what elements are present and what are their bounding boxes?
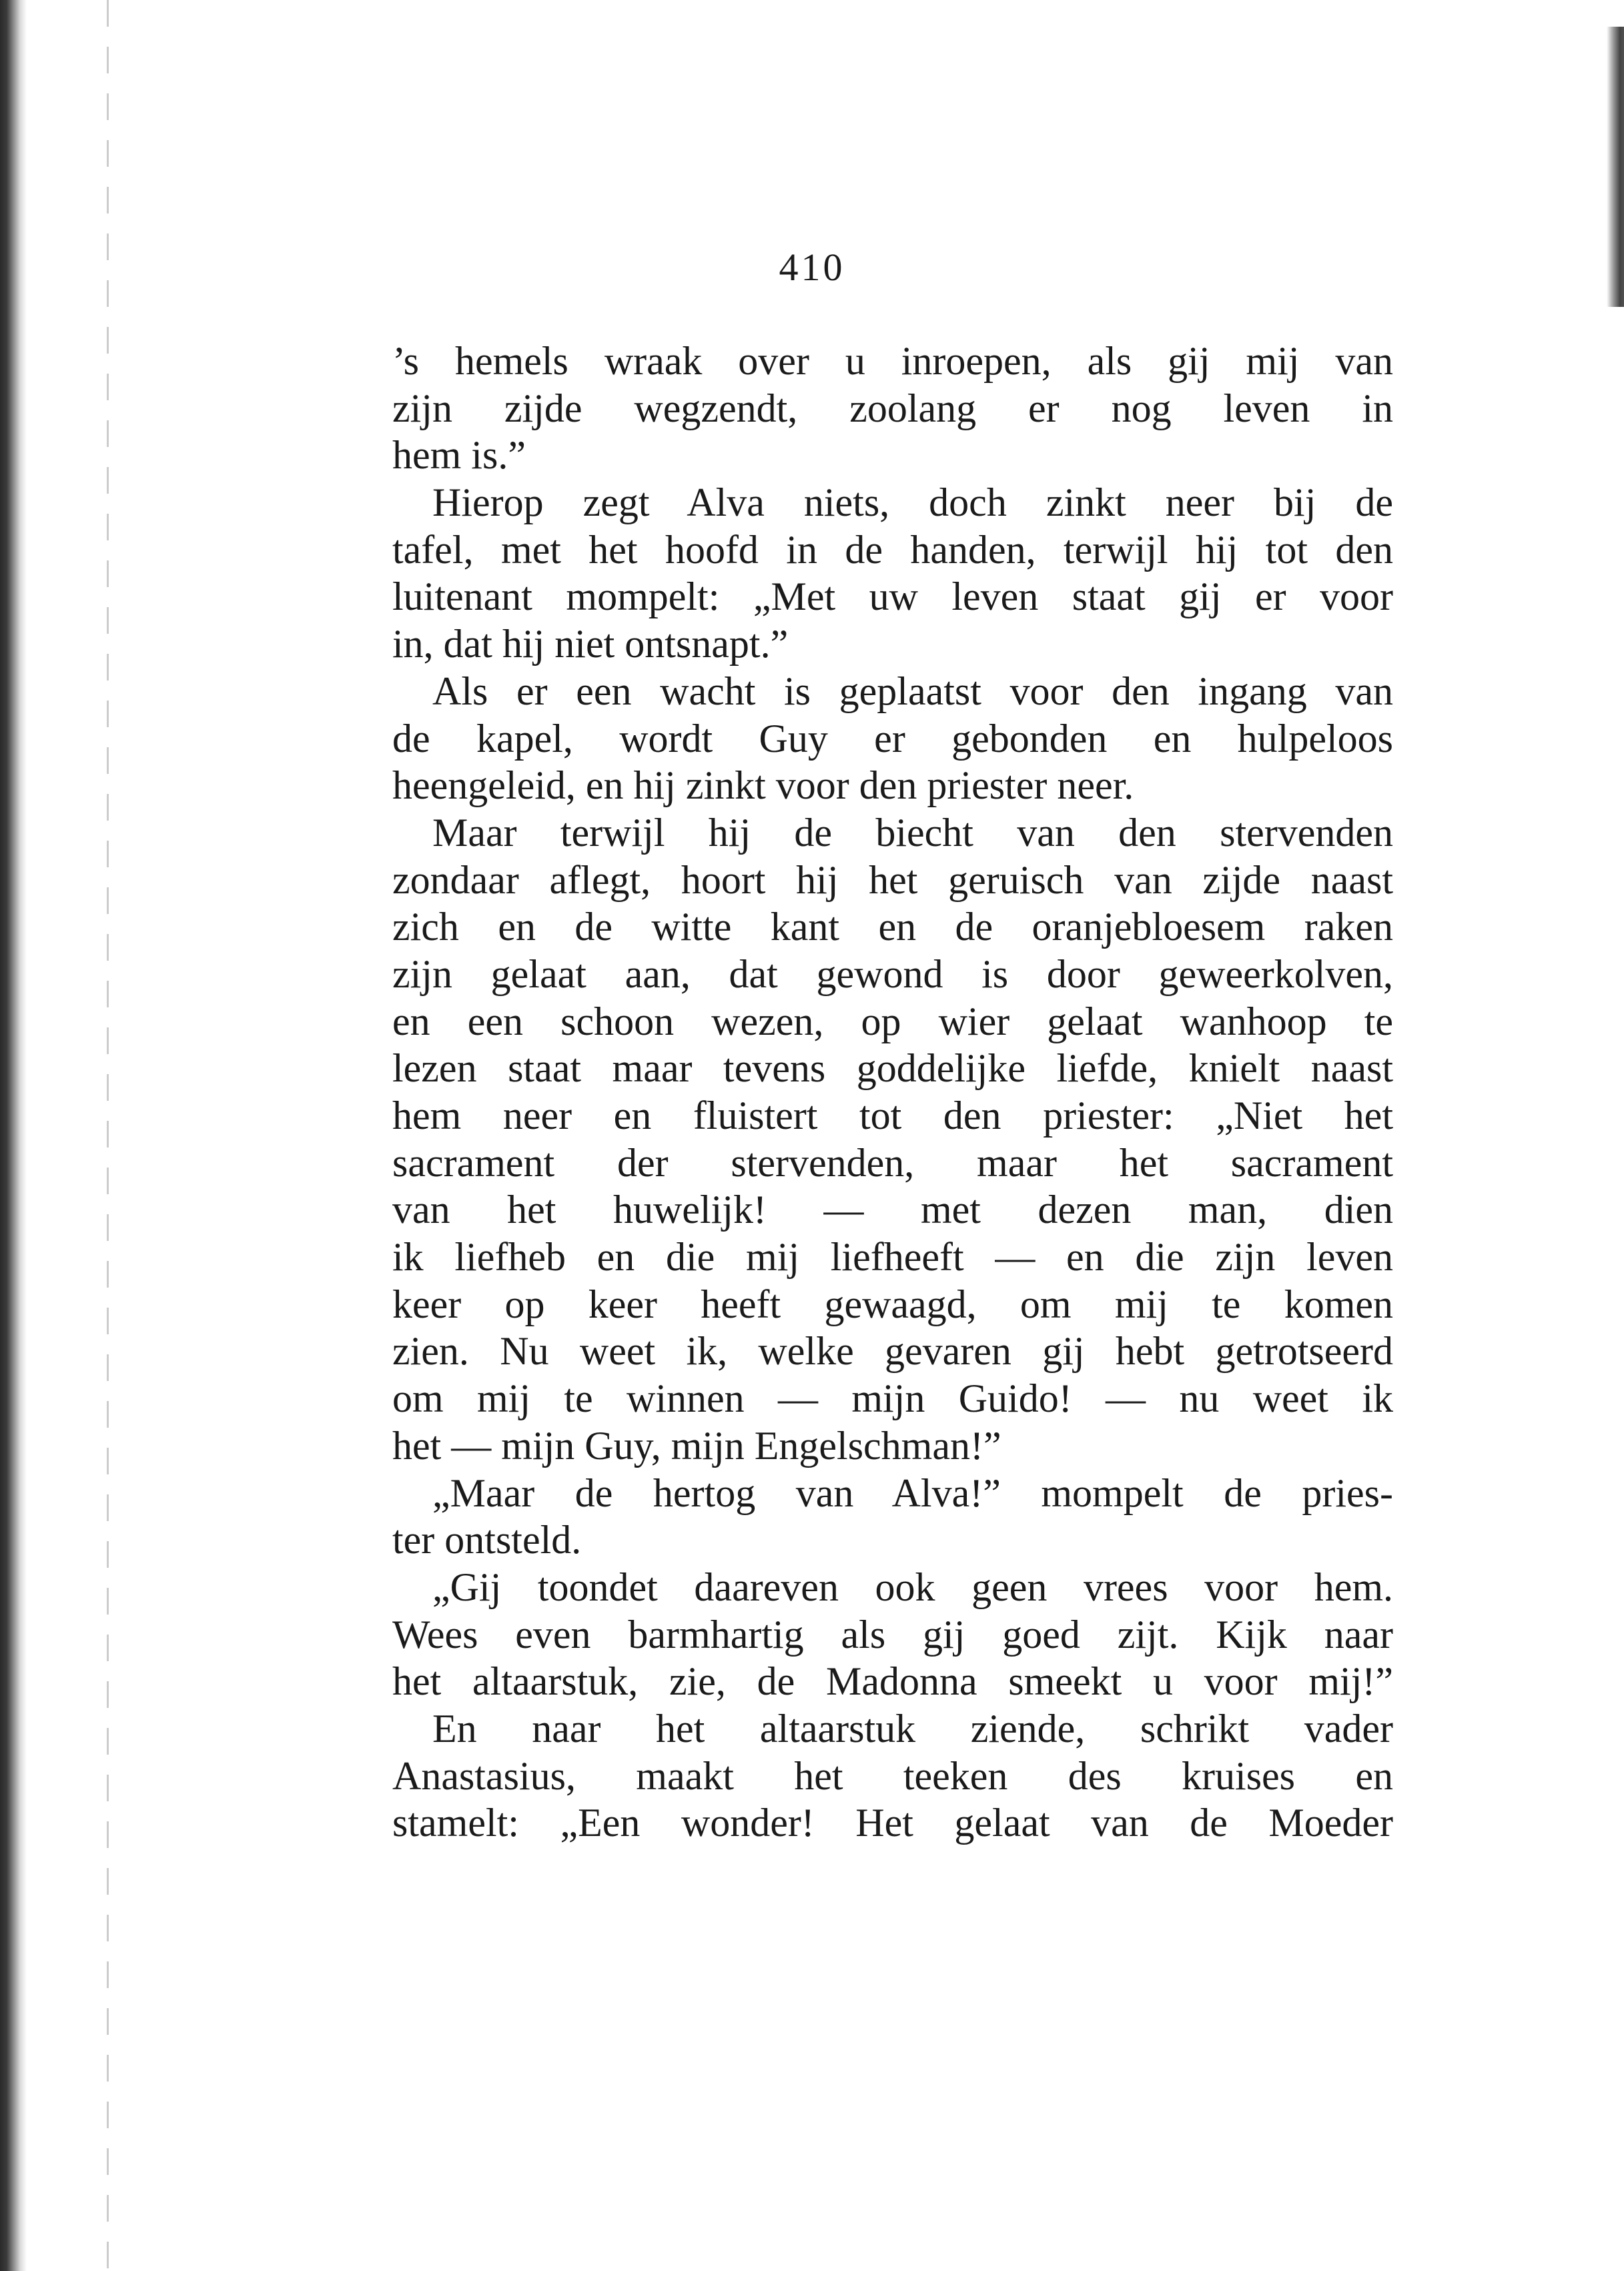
text-line: de kapel, wordt Guy er gebonden en hulpeloos: [392, 716, 1393, 761]
text-line: ik liefheb en die mij liefheeft — en die zijn leven: [392, 1235, 1393, 1280]
text-line: lezen staat maar tevens goddelijke liefde, knielt naast: [392, 1046, 1393, 1091]
text-line: en een schoon wezen, op wier gelaat wanhoop te: [392, 999, 1393, 1043]
text-line: Anastasius, maakt het teeken des kruises en: [392, 1753, 1393, 1798]
text-line: zijn zijde wegzendt, zoolang er nog leven in: [392, 386, 1393, 430]
text-line: zondaar aflegt, hoort hij het geruisch van zijde naast: [392, 857, 1393, 902]
text-line: „Gij toondet daareven ook geen vrees voor hem.: [432, 1564, 1393, 1609]
binding-shadow-line: [107, 0, 109, 2271]
text-line: Als er een wacht is geplaatst voor den ingang van: [432, 668, 1393, 713]
text-line: tafel, met het hoofd in de handen, terwijl hij tot den: [392, 527, 1393, 572]
text-line: ter ontsteld.: [392, 1518, 582, 1562]
text-line: hem is.”: [392, 433, 526, 478]
text-line: luitenant mompelt: „Met uw leven staat gij er voor: [392, 574, 1393, 619]
text-line: om mij te winnen — mijn Guido! — nu weet ik: [392, 1376, 1393, 1421]
body-text: [392, 338, 1393, 1847]
text-line: zien. Nu weet ik, welke gevaren gij hebt getrotseerd: [392, 1329, 1393, 1374]
text-line: stamelt: „Een wonder! Het gelaat van de Moeder: [392, 1801, 1393, 1845]
text-line: „Maar de hertog van Alva!” mompelt de pries-: [432, 1470, 1393, 1515]
text-line: keer op keer heeft gewaagd, om mij te komen: [392, 1282, 1393, 1326]
text-line: Maar terwijl hij de biecht van den stervenden: [432, 810, 1393, 855]
text-line: sacrament der stervenden, maar het sacrament: [392, 1140, 1393, 1185]
text-line: het — mijn Guy, mijn Engelschman!”: [392, 1423, 1001, 1468]
text-line: het altaarstuk, zie, de Madonna smeekt u voor mij!”: [392, 1659, 1393, 1704]
text-line: heengeleid, en hij zinkt voor den priester neer.: [392, 763, 1134, 808]
binding-edge: [0, 0, 27, 2271]
text-line: En naar het altaarstuk ziende, schrikt vader: [432, 1706, 1393, 1751]
text-line: zich en de witte kant en de oranjebloesem raken: [392, 905, 1393, 949]
text-line: hem neer en fluistert tot den priester: „Niet het: [392, 1093, 1393, 1138]
text-line: van het huwelijk! — met dezen man, dien: [392, 1188, 1393, 1232]
text-line: zijn gelaat aan, dat gewond is door geweerkolven,: [392, 951, 1393, 996]
text-line: ’s hemels wraak over u inroepen, als gij mij van: [392, 339, 1393, 383]
text-line: Wees even barmhartig als gij goed zijt. Kijk naar: [392, 1612, 1393, 1657]
text-line: in, dat hij niet ontsnapt.”: [392, 622, 789, 666]
text-line: Hierop zegt Alva niets, doch zinkt neer bij de: [432, 480, 1393, 525]
page-number: 410: [779, 246, 845, 289]
